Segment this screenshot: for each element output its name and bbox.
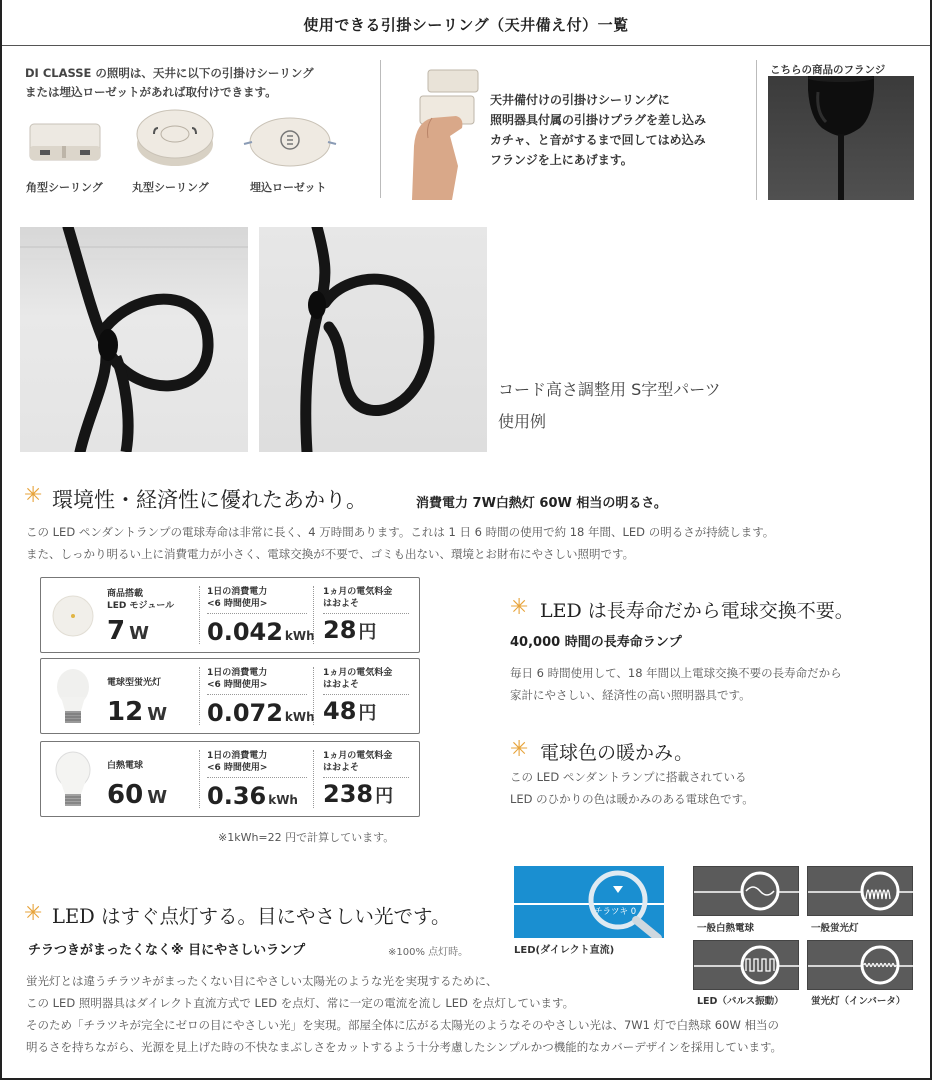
row-watt-unit: W [147,704,168,725]
row-daily-value: 0.042 [207,618,283,646]
row-watt-value: 12 [107,697,144,727]
install-text [490,90,706,170]
row-daily-value: 0.36 [207,782,267,810]
cord-photo-2 [259,227,487,452]
monthly-header-1: 1ヵ月の電気料金 [323,751,393,761]
wave-label-inverter: 蛍光灯（インバータ） [811,996,906,1007]
daily-header-1: 1日の消費電力 [207,751,268,761]
cell-divider [199,586,200,644]
row-watt [107,616,149,646]
cell-divider [313,750,314,808]
intro-text [25,64,385,102]
flicker-heading: LED はすぐ点灯する。目にやさしい光です。 [52,905,451,928]
monthly-rule [323,613,409,614]
cell-divider [199,667,200,725]
row-watt-unit: W [147,787,168,808]
install-line-4: フランジを上にあげます。 [490,153,633,167]
cell-divider [199,750,200,808]
daily-rule [207,777,307,778]
cord-label-1: コード高さ調整用 S字型パーツ [498,380,721,399]
row-daily-unit: kWh [284,629,315,643]
row-monthly-value: 48 [323,697,357,725]
sun-icon: ✳ [24,901,43,926]
row-daily-value: 0.072 [207,699,283,727]
table-row [40,741,420,817]
page-title: 使用できる引掛シーリング（天井備え付）一覧 [303,16,629,34]
flange-image [768,76,914,200]
fixture-label-square: 角型シーリング [26,181,103,194]
row-monthly-value: 28 [323,616,357,644]
row-name-1: 白熱電球 [107,761,144,771]
row-watt-unit: W [129,623,149,644]
row-watt [107,697,167,727]
daily-rule [207,694,307,695]
row-monthly-value: 238 [323,780,374,808]
cord-label-2: 使用例 [498,412,547,431]
wave-inverter [807,940,913,990]
warm-heading: 電球色の暖かみ。 [540,742,694,764]
wave-label-led-pulse: LED（パルス振動） [697,996,784,1007]
table-row [40,658,420,734]
monthly-rule [323,777,409,778]
row-monthly [323,780,393,808]
flicker-note: ※100% 点灯時。 [388,947,469,958]
table-note: ※1kWh=22 円で計算しています。 [218,831,395,844]
flange-title: こちらの商品のフランジ [770,64,886,76]
embedded-rosette-image [240,108,340,170]
row-daily [207,618,315,646]
install-line-2: 照明器具付属の引掛けプラグを差し込み [490,113,707,127]
led-label: LED(ダイレクト直流) [514,945,615,956]
bulb-icon [51,667,95,731]
page-header [2,0,930,46]
daily-header-1: 1日の消費電力 [207,587,268,597]
warm-text [510,766,754,810]
wave-label-incandescent: 一般白熱電球 [697,923,755,934]
monthly-rule [323,694,409,695]
monthly-header-1: 1ヵ月の電気料金 [323,587,393,597]
wave-led-pulse [693,940,799,990]
monthly-header-2: はおよそ [323,599,360,609]
longlife-text [510,662,842,706]
flicker-line-2: この LED 照明器具はダイレクト直流方式で LED を点灯、常に一定の電流を流し LED を点灯しています。 [26,996,575,1010]
round-ceiling-image [132,104,218,170]
row-daily [207,782,298,810]
row-watt-value: 7 [107,616,126,646]
row-daily-unit: kWh [268,793,298,807]
install-line-1: 天井備付けの引掛けシーリングに [490,93,670,107]
warm-line-2: LED のひかりの色は暖かみのある電球色です。 [510,792,754,806]
longlife-heading: LED は長寿命だから電球交換不要。 [540,600,854,622]
row-name-1: 商品搭載 [107,589,144,599]
bulb-icon [51,750,95,814]
row-watt-value: 60 [107,780,144,810]
flicker-line-4: 明るさを持ちながら、光源を見上げた時の不快なまぶしさをカットするよう十分考慮したシンプルかつ機能的なカバーデザインを採用しています。 [26,1040,783,1054]
cord-photo-1 [20,227,248,452]
eco-line-1: この LED ペンダントランプの電球寿命は非常に長く、4 万時間あります。これは 1 日 6 時間の使用で約 18 年間、LED の明るさが持続します。 [26,525,775,539]
flicker-line-3: そのため「チラツキが完全にゼロの目にやさしい光」を実現。部屋全体に広がる太陽光のようなそのやさしい光は、7W1 灯で白熱球 60W 相当の [26,1018,779,1032]
warm-line-1: この LED ペンダントランプに搭載されている [510,770,747,784]
bulb-icon [51,594,95,642]
sun-icon: ✳ [510,737,529,762]
daily-header-2: <6 時間使用> [207,763,268,773]
daily-header-2: <6 時間使用> [207,680,268,690]
divider-1 [380,60,381,198]
daily-rule [207,613,307,614]
led-magnifier-image [514,866,664,938]
eco-heading: 環境性・経済性に優れたあかり。 [52,488,367,512]
monthly-header-1: 1ヵ月の電気料金 [323,668,393,678]
intro-line-1: DI CLASSE の照明は、天井に以下の引掛けシーリング [25,66,314,80]
row-monthly [323,616,376,644]
row-monthly-unit: 円 [375,786,394,807]
longlife-sub: 40,000 時間の長寿命ランプ [510,635,682,650]
row-name-2: LED モジュール [107,601,175,611]
monthly-header-2: はおよそ [323,680,360,690]
eco-text [26,521,906,565]
fixture-label-rosette: 埋込ローゼット [250,181,327,194]
row-monthly-unit: 円 [358,703,377,724]
square-ceiling-image [28,118,104,170]
row-name-1: 電球型蛍光灯 [107,678,162,688]
wave-fluorescent [807,866,913,916]
longlife-line-1: 毎日 6 時間使用して、18 年間以上電球交換不要の長寿命だから [510,666,842,680]
eco-line-2: また、しっかり明るい上に消費電力が小さく、電球交換が不要で、ゴミも出ない、環境とお財布にやさしい照明です。 [26,547,635,561]
flicker-sub: チラつきがまったくなく※ 目にやさしいランプ [28,943,306,958]
install-hand-image [392,66,484,200]
daily-header-2: <6 時間使用> [207,599,268,609]
table-row [40,577,420,653]
install-line-3: カチャ、と音がするまで回してはめ込み [490,133,706,147]
divider-2 [756,60,757,200]
cell-divider [313,667,314,725]
eco-sub: 消費電力 7W白熱灯 60W 相当の明るさ。 [416,496,667,511]
fixture-label-round: 丸型シーリング [132,181,209,194]
row-monthly-unit: 円 [358,622,377,643]
intro-line-2: または埋込ローゼットがあれば取付けできます。 [25,85,277,99]
row-watt [107,780,167,810]
monthly-header-2: はおよそ [323,763,360,773]
row-daily-unit: kWh [284,710,315,724]
magnifier-text: チラツキ 0 [594,907,637,917]
longlife-line-2: 家計にやさしい、経済性の高い照明器具です。 [510,688,751,702]
sun-icon: ✳ [510,595,529,620]
flicker-line-1: 蛍光灯とは違うチラツキがまったくない目にやさしい太陽光のような光を実現するために、 [26,974,498,988]
daily-header-1: 1日の消費電力 [207,668,268,678]
sun-icon: ✳ [24,483,43,508]
cell-divider [313,586,314,644]
wave-label-fluorescent: 一般蛍光灯 [811,923,859,934]
wave-incandescent [693,866,799,916]
row-monthly [323,697,376,725]
row-daily [207,699,315,727]
